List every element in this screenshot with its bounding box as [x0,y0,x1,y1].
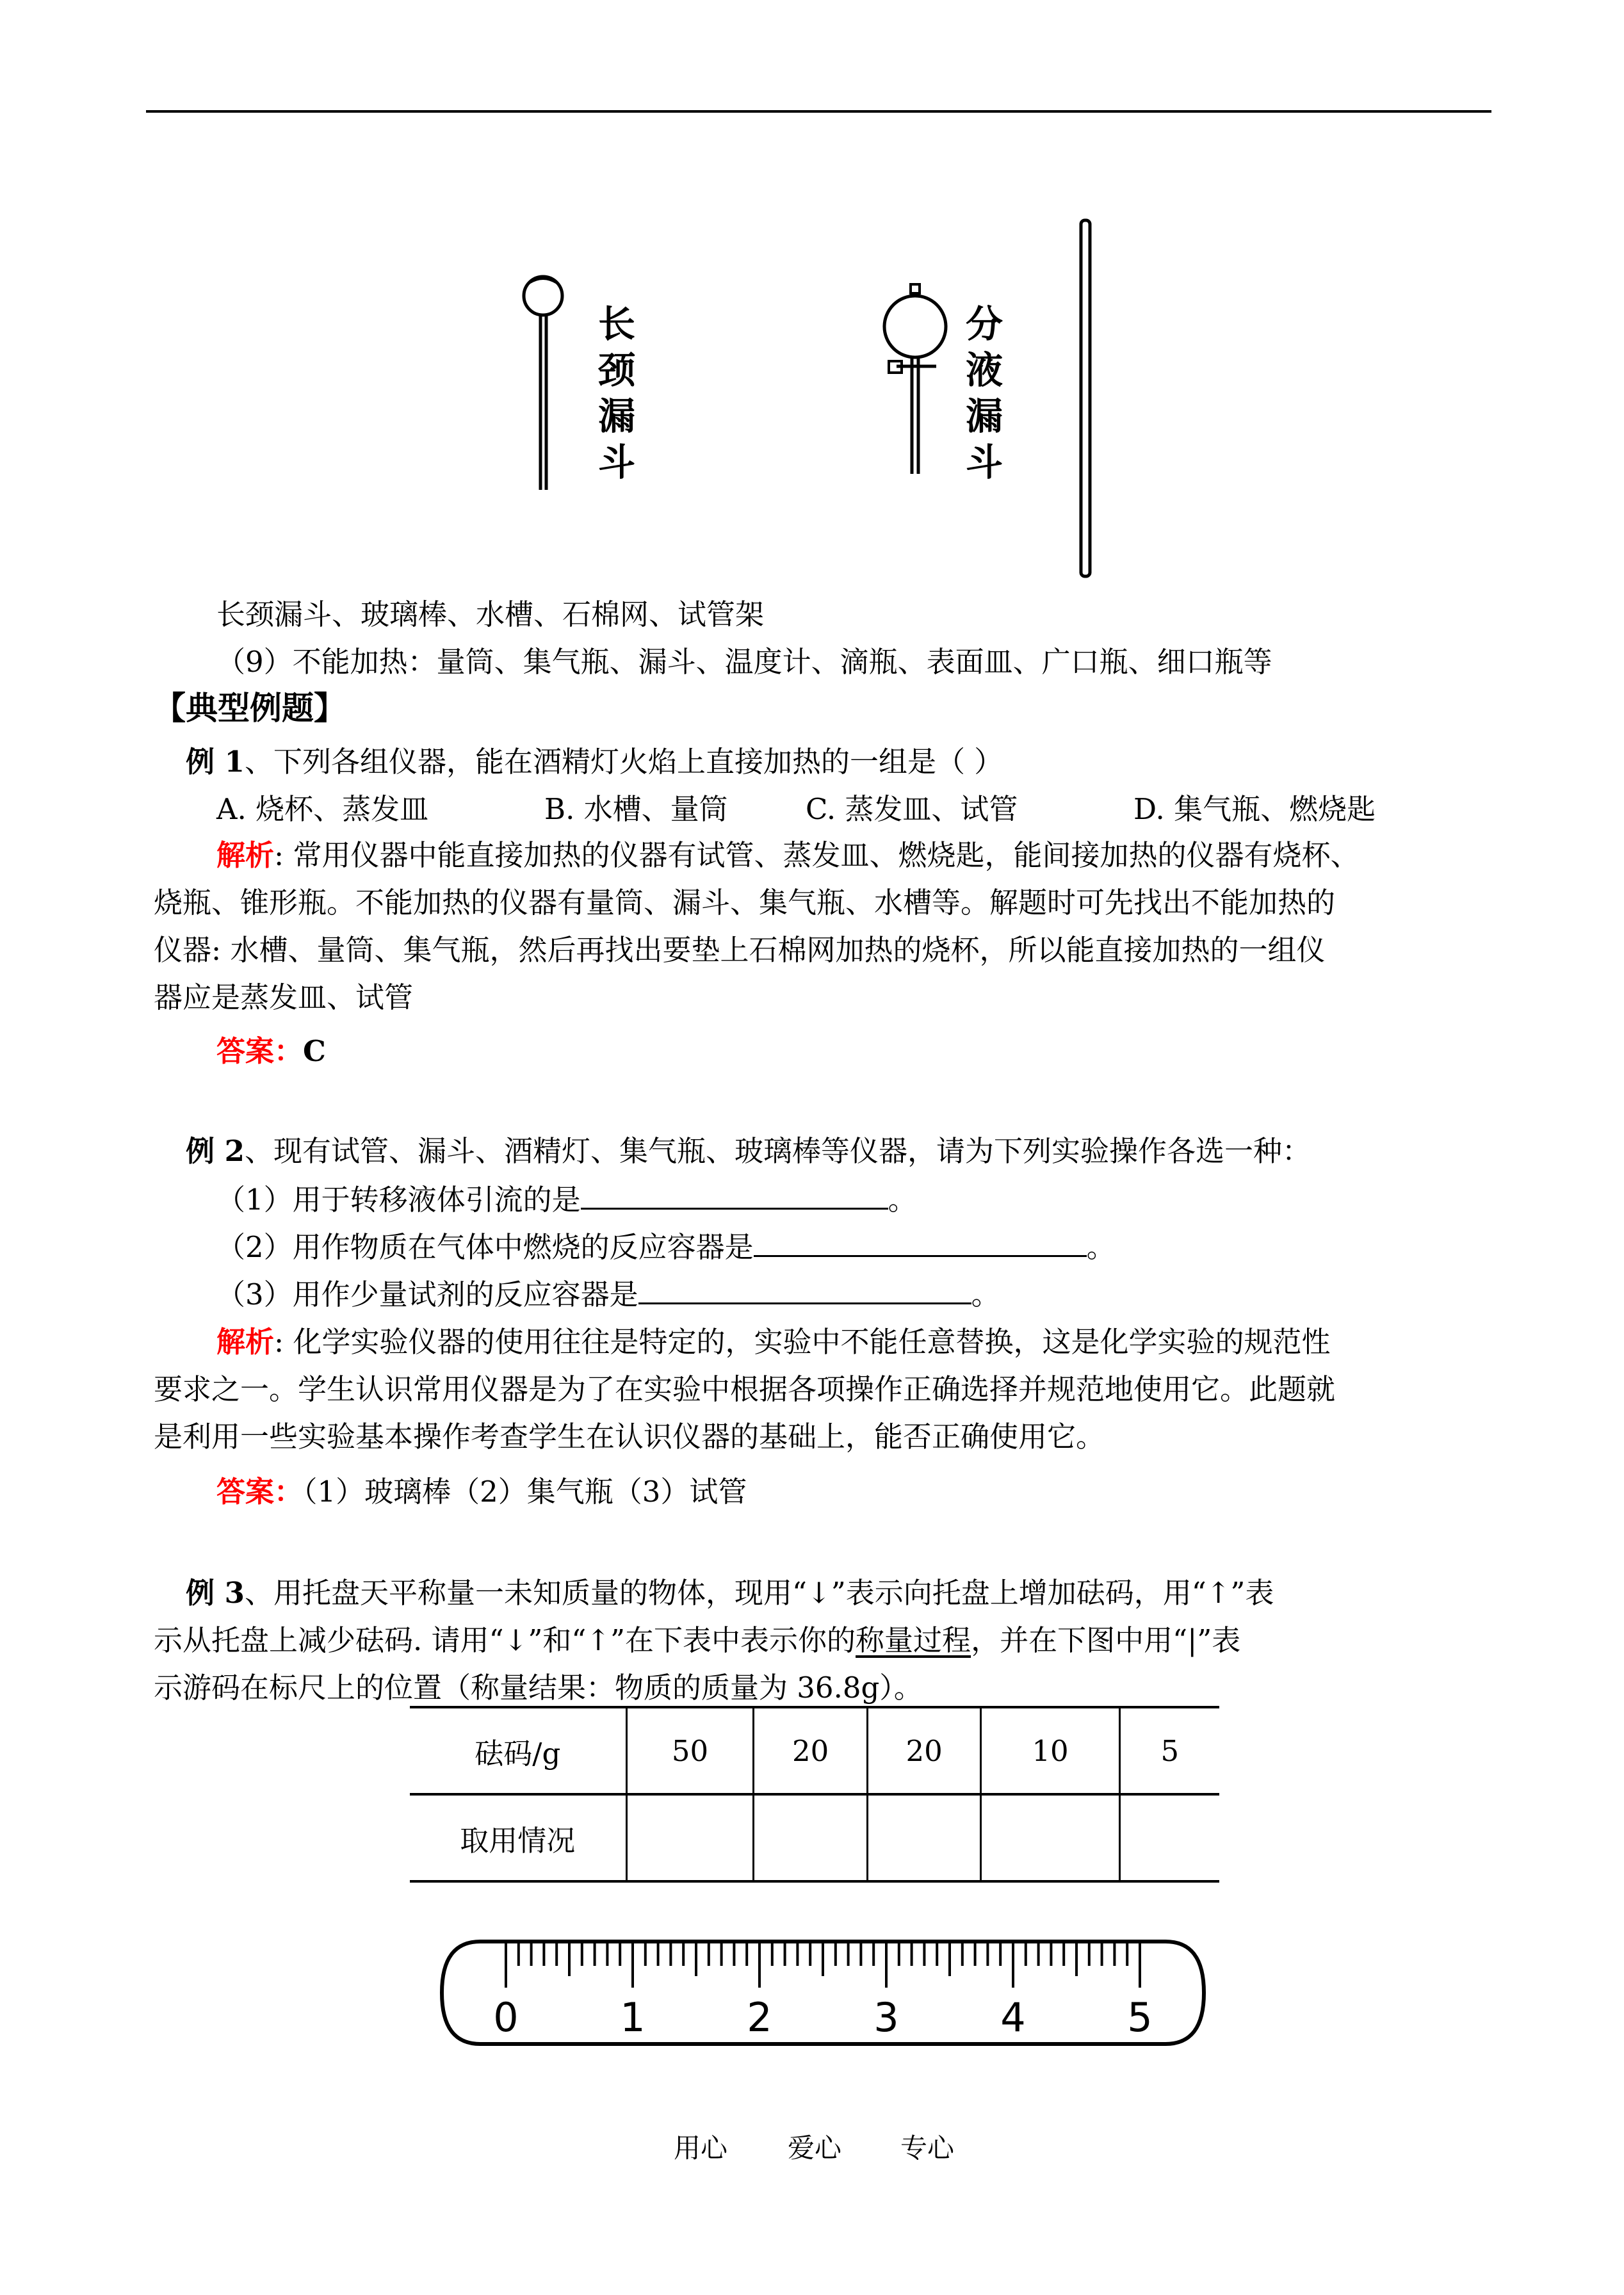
example2-blank3[interactable] [638,1274,971,1304]
example1-label: 例 1 [186,745,245,779]
usage-cell[interactable] [867,1794,981,1881]
table-row [410,1707,1219,1794]
weights-table [410,1706,1219,1883]
example1-question-text: 、下列各组仪器，能在酒精灯火焰上直接加热的一组是（ ） [244,745,1003,779]
usage-cell[interactable] [626,1794,754,1881]
ruler-numbers [493,1994,1152,2041]
example1-option-c: C. 蒸发皿、试管 [806,792,1018,826]
instruments-list: 长颈漏斗、玻璃棒、水槽、石棉网、试管架 [216,597,765,631]
example2-item3: （3）用作少量试剂的反应容器是 。 [216,1274,1000,1314]
balance-ruler[interactable] [435,1929,1217,2057]
example3-label: 例 3 [186,1576,245,1610]
example1-analysis-line3: 仪器: 水槽、量筒、集气瓶，然后再找出要垫上石棉网加热的烧杯，所以能直接加热的一组仪 [154,933,1326,967]
example1-question [186,743,1003,781]
separatory-funnel-figure [877,282,954,487]
ruler-number: 1 [620,1994,646,2041]
example3-question-line3: 示游码在标尺上的位置（称量结果：物质的质量为 36.8g）。 [154,1671,923,1705]
example1-analysis-label: 解析 [216,838,275,872]
example2-answer-label: 答案： [216,1475,304,1509]
table-cell: 砝码/g [475,1736,561,1771]
ruler-number: 5 [1127,1994,1153,2041]
example2-analysis-line2: 要求之一。学生认识常用仪器是为了在实验中根据各项操作正确选择并规范地使用它。此题就 [154,1372,1336,1406]
footer-text-2: 爱心 [788,2132,842,2164]
example2-item2: （2）用作物质在气体中燃烧的反应容器是 。 [216,1227,1116,1267]
ruler-number: 4 [1000,1994,1026,2041]
item-9-not-heatable: （9）不能加热：量筒、集气瓶、漏斗、温度计、滴瓶、表面皿、广口瓶、细口瓶等 [216,645,1272,679]
example1-answer-label: 答案： [216,1034,304,1068]
example1-analysis-line4: 器应是蒸发皿、试管 [154,980,414,1014]
example2-blank2[interactable] [754,1227,1087,1257]
glass-rod-figure [1076,218,1101,583]
long-neck-funnel-label: 长 颈 漏 斗 [597,302,635,484]
ruler-number: 0 [493,1994,519,2041]
table-cell: 20 [867,1707,981,1794]
example1-option-d: D. 集气瓶、燃烧匙 [1133,792,1376,826]
example1-answer-value: C [303,1034,326,1068]
example2-item1: （1）用于转移液体引流的是 。 [216,1180,917,1219]
section-heading: 【典型例题】 [154,689,346,727]
example2-label: 例 2 [186,1134,245,1168]
ruler-ticks [506,1943,1140,1988]
example3-question-line1: 例 3、用托盘天平称量一未知质量的物体，现用“↓”表示向托盘上增加砝码，用“↑”表 [186,1576,1274,1610]
ruler-number: 2 [747,1994,772,2041]
example2-blank1[interactable] [581,1180,888,1210]
example2-analysis-label: 解析 [216,1325,275,1359]
table-cell: 20 [754,1707,868,1794]
usage-cell[interactable] [754,1794,868,1881]
example2-answer-value: （1）玻璃棒（2）集气瓶（3）试管 [303,1475,747,1509]
usage-cell[interactable] [981,1794,1119,1881]
example1-analysis-line1: 解析: 常用仪器中能直接加热的仪器有试管、蒸发皿、燃烧匙，能间接加热的仪器有烧杯、 [216,838,1360,872]
table-cell: 取用情况 [460,1823,576,1858]
example2-analysis-line3: 是利用一些实验基本操作考查学生在认识仪器的基础上，能否正确使用它。 [154,1420,1105,1454]
header-rule [146,110,1491,113]
example2-answer [216,1473,747,1511]
example1-option-a: A. 烧杯、蒸发皿 [216,792,429,826]
footer-text-3: 专心 [900,2132,955,2164]
example1-answer [216,1032,326,1071]
example2-question: 例 2、现有试管、漏斗、酒精灯、集气瓶、玻璃棒等仪器，请为下列实验操作各选一种： [186,1134,1311,1168]
separatory-funnel-label: 分 液 漏 斗 [965,302,1003,484]
example2-analysis-line1: 解析: 化学实验仪器的使用往往是特定的，实验中不能任意替换，这是化学实验的规范性 [216,1325,1331,1359]
table-row [410,1794,1219,1881]
long-neck-funnel-figure [512,269,576,499]
example1-analysis-line2: 烧瓶、锥形瓶。不能加热的仪器有量筒、漏斗、集气瓶、水槽等。解题时可先找出不能加热的 [154,886,1336,920]
footer-text-1: 用心 [674,2132,728,2164]
example3-question-line2: 示从托盘上减少砝码. 请用“↓”和“↑”在下表中表示你的称量过程，并在下图中用“|”表 [154,1623,1241,1657]
example1-option-b: B. 水槽、量筒 [544,792,728,826]
table-cell: 10 [981,1707,1119,1794]
ruler-number: 3 [873,1994,899,2041]
table-cell: 50 [626,1707,754,1794]
table-cell: 5 [1119,1707,1219,1794]
usage-cell[interactable] [1119,1794,1219,1881]
